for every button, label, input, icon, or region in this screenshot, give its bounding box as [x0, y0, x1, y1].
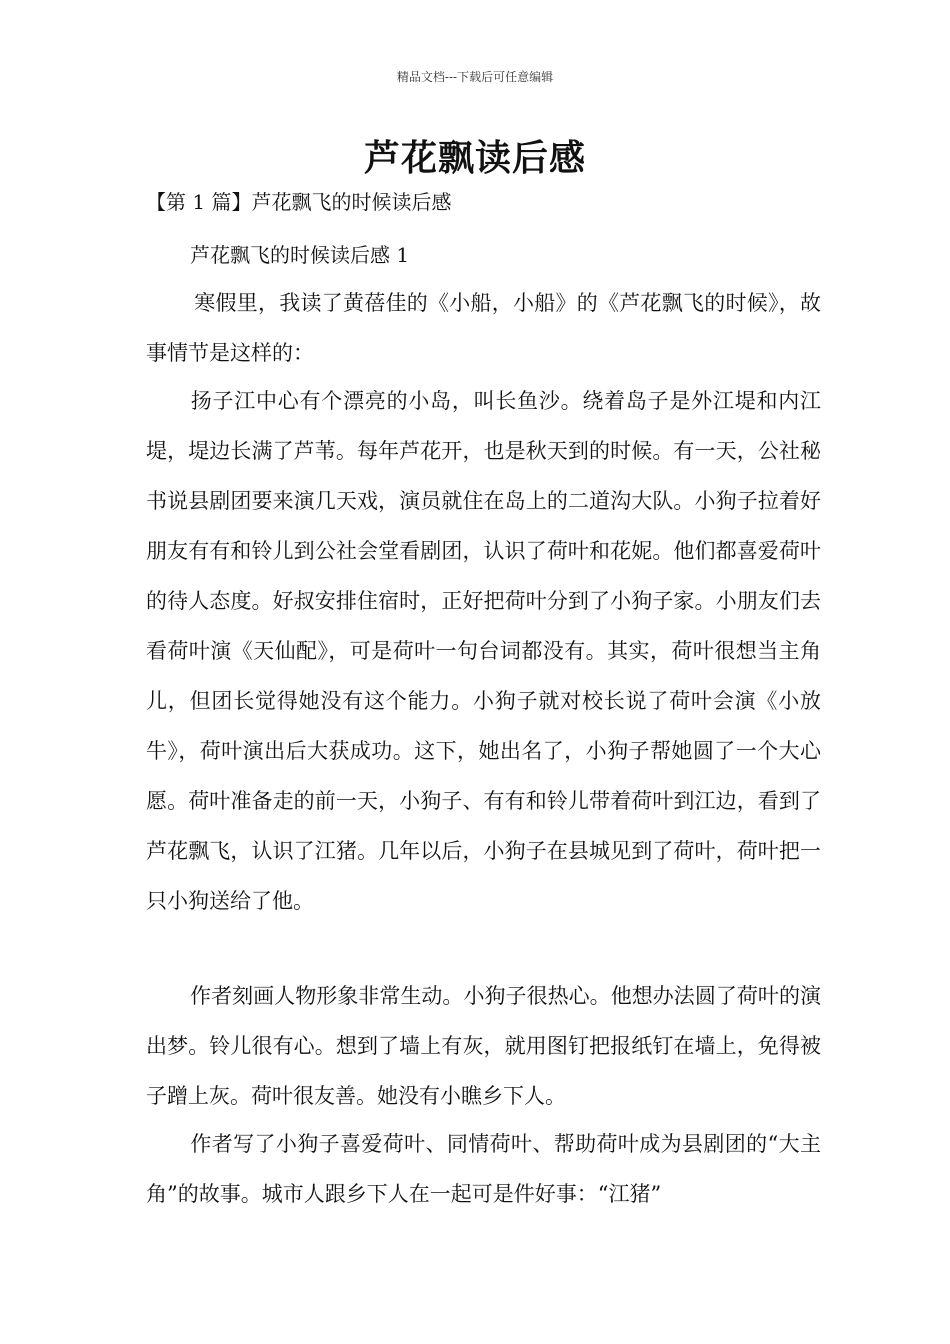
- header-note: 精品文档---下载后可任意编辑: [396, 70, 554, 84]
- section-heading: 【第 1 篇】芦花飘飞的时候读后感: [146, 190, 452, 214]
- paragraph-text: 寒假里，我读了黄蓓佳的《小船，小船》的《芦花飘飞的时候》，故事情节是这样的：: [146, 291, 821, 365]
- paragraph-text: 作者写了小狗子喜爱荷叶、同情荷叶、帮助荷叶成为县剧团的“大主角”的故事。城市人跟乡下人在一起可是件好事：“江猪”: [146, 1132, 821, 1206]
- document-title: 芦花飘读后感: [363, 138, 586, 179]
- paragraph: [146, 376, 821, 926]
- paragraph-text: 作者刻画人物形象非常生动。小狗子很热心。他想办法圆了荷叶的演出梦。铃儿很有心。想到了墙上有灰，就用图钉把报纸钉在墙上，免得被子蹭上灰。荷叶很友善。她没有小瞧乡下人。: [146, 984, 821, 1108]
- paragraph: [146, 971, 821, 1121]
- paragraph: [146, 1119, 821, 1219]
- paragraph: [146, 278, 821, 378]
- subheading: 芦花飘飞的时候读后感 1: [190, 243, 410, 267]
- paragraph-text: 扬子江中心有个漂亮的小岛，叫长鱼沙。绕着岛子是外江堤和内江堤，堤边长满了芦苇。每年芦花开，也是秋天到的时候。有一天，公社秘书说县剧团要来演几天戏，演员就住在岛上的二道沟大队。小狗子拉着好朋友有有和铃儿到公社会堂看剧团，认识了荷叶和花妮。他们都喜爱荷叶的待人态度。好叔安排住宿时，正好把荷叶分到了小狗子家。小朋友们去看荷叶演《天仙配》，可是荷叶一句台词都没有。其实，荷叶很想当主角儿，但团长觉得她没有这个能力。小狗子就对校长说了荷叶会演《小放牛》，荷叶演出后大获成功。这下，她出名了，小狗子帮她圆了一个大心愿。荷叶准备走的前一天，小狗子、有有和铃儿带着荷叶到江边，看到了芦花飘飞，认识了江猪。几年以后，小狗子在县城见到了荷叶，荷叶把一只小狗送给了他。: [146, 389, 821, 913]
